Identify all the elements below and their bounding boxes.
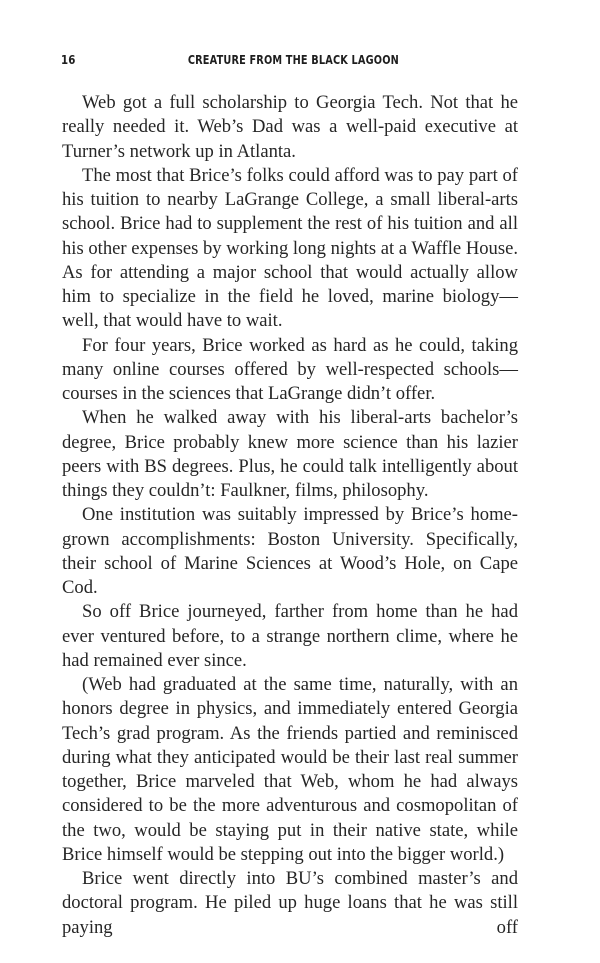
paragraph: (Web had graduated at the same time, naturally, with an honors degree in physics, and immediately entered Georgia Tech’s grad program. As the friends partied and reminisced during what they anticipated would be their last real summer together, Brice marveled that Web, whom he had always considered to be the more adventurous and cosmopolitan of the two, would be staying put in their native state, while Brice himself would be stepping out into the bigger world.) xyxy=(62,674,518,865)
running-head xyxy=(61,52,518,72)
paragraph: The most that Brice’s folks could afford was to pay part of his tuition to nearby LaGrange College, a small liberal-arts school. Brice had to supplement the rest of his tuition and all his other expenses by working long nights at a Waffle House. As for attending a major school that would actually allow him to specialize in the field he loved, marine biology—well, that would have to wait. xyxy=(62,164,518,332)
paragraph: Web got a full scholarship to Georgia Tech. Not that he really needed it. Web’s Dad was a well-paid executive at Turner’s network up in Atlanta. xyxy=(62,92,518,162)
page-number: 16 xyxy=(61,52,76,67)
paragraph: So off Brice journeyed, farther from home than he had ever ventured before, to a strange northern clime, where he had remained ever since. xyxy=(62,601,518,671)
running-title: CREATURE FROM THE BLACK LAGOON xyxy=(187,52,399,67)
body-text xyxy=(62,91,518,940)
paragraph: When he walked away with his liberal-arts bachelor’s degree, Brice probably knew more science than his lazier peers with BS degrees. Plus, he could talk intelligently about things they couldn’t: Faulkner, films, philosophy. xyxy=(62,407,518,501)
paragraph: One institution was suitably impressed by Brice’s home-grown accomplishments: Boston University. Specifically, their school of Marine Sciences at Wood’s Hole, on Cape Cod. xyxy=(62,504,518,598)
paragraph-continued: Brice went directly into BU’s combined master’s and doctoral program. He piled up huge loans that he was still paying off xyxy=(62,868,518,938)
paragraph: For four years, Brice worked as hard as he could, taking many online courses offered by well-respected schools—courses in the sciences that LaGrange didn’t offer. xyxy=(62,334,518,404)
